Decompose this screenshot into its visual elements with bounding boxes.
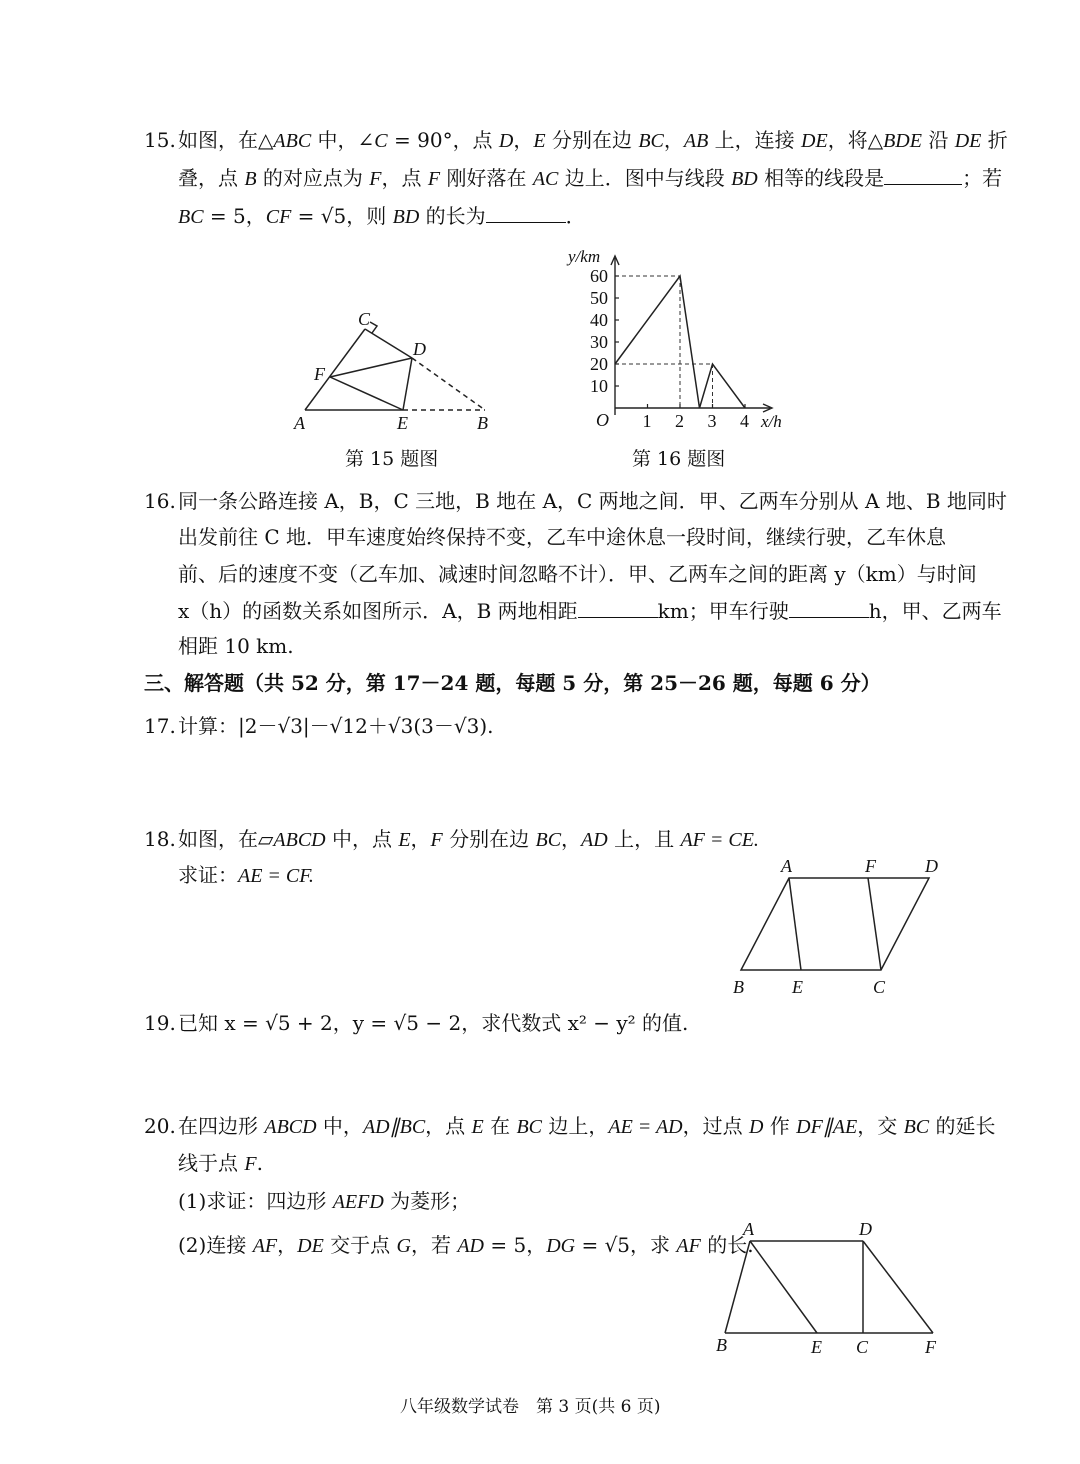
q20-line-1: 在四边形 ABCD 中，AD∥BC，点 E 在 BC 边上，AE = AD，过点 D 作 DF∥AE，交 BC 的延长 [178,1114,996,1138]
q18-label-B: B [733,977,744,997]
q16-line-2: 出发前往 C 地．甲车速度始终保持不变，乙车中途休息一段时间，继续行驶，乙车休息 [178,525,947,549]
q15-answer-blank-1[interactable] [884,164,962,185]
q20-label-D: D [859,1219,872,1239]
q20-line-2: 线于点 F. [178,1151,263,1175]
x-axis-label: x/h [761,412,782,431]
q20-quadrilateral-figure [705,1215,955,1360]
q15-label-E: E [397,413,408,433]
q18-label-F: F [865,856,876,876]
q15-line-2: 叠，点 B 的对应点为 F，点 F 刚好落在 AC 边上．图中与线段 BD 相等的线段是 ；若 [178,166,1003,190]
q18-segment-AE [789,878,801,970]
q15-label-C: C [358,309,371,329]
page-footer: 八年级数学试卷 第 3 页(共 6 页) [400,1397,661,1417]
q16-line-3: 前、后的速度不变（乙车加、减速时间忽略不计）．甲、乙两车之间的距离 y（km）与时间 [178,562,977,586]
q18-label-C: C [873,977,886,997]
q20-segment-DF [863,1241,933,1333]
x-tick-label-3: 3 [707,411,717,431]
q18-line-1: 如图，在▱ABCD 中，点 E，F 分别在边 BC，AD 上，且 AF = CE. [178,827,759,851]
y-tick-label-60: 60 [590,266,608,286]
q20-label-B: B [716,1335,727,1355]
q15-answer-blank-2[interactable] [486,202,566,223]
q20-label-A: A [743,1219,754,1239]
y-tick-label-40: 40 [590,310,608,330]
q16-line-1: 同一条公路连接 A，B，C 三地，B 地在 A，C 两地之间．甲、乙两车分别从 A 地、B 地同时 [178,489,1007,513]
right-angle-mark [370,322,377,333]
q18-segment-FC [868,878,881,970]
q16-distance-time-graph [560,240,800,435]
x-tick-label-1: 1 [642,411,652,431]
q20-part-2: (2)连接 AF，DE 交于点 G，若 AD = 5，DG = √5，求 AF 的长. [178,1233,754,1257]
q16-answer-blank-2[interactable] [789,597,869,618]
origin-label: O [596,410,609,430]
q20-label-F: F [925,1337,936,1357]
q15-segment-CD [365,329,412,358]
q15-label-D: D [413,339,426,359]
q16-answer-blank-1[interactable] [578,597,658,618]
q15-label-B: B [477,413,488,433]
q15-line-3: BC = 5，CF = √5，则 BD 的长为 ． [178,204,586,228]
q20-segment-AE [750,1241,817,1333]
q20-part-1: (1)求证：四边形 AEFD 为菱形； [178,1189,471,1213]
q18-label-D: D [925,856,938,876]
q16-line-4: x（h）的函数关系如图所示．A，B 两地相距 km；甲车行驶 h，甲、乙两车 [178,599,1002,623]
q15-segment-FE [330,377,403,410]
q20-label-C: C [856,1337,869,1357]
q18-line-2: 求证：AE = CF. [178,863,314,887]
x-tick-label-4: 4 [740,411,749,431]
q15-figure-caption: 第 15 题图 [345,448,439,470]
q17-text: 计算：|2－√3|－√12＋√3(3－√3). [178,714,494,738]
q15-line-1: 如图，在△ABC 中，∠C = 90°，点 D，E 分别在边 BC，AB 上，连接 DE，将△BDE 沿 DE 折 [178,128,1008,152]
q15-segment-DB [412,358,485,410]
q15-segment-DE [403,358,412,410]
q18-label-A: A [781,856,792,876]
y-tick-label-10: 10 [590,376,608,396]
q17-number: 17. [144,714,176,738]
q19-number: 19. [144,1011,176,1035]
y-axis-label: y/km [568,247,601,266]
x-tick-label-2: 2 [675,411,684,431]
q20-number: 20. [144,1114,176,1138]
section-3-heading: 三、解答题（共 52 分，第 17－24 题，每题 5 分，第 25－26 题，每题 6 分） [144,671,881,695]
q18-parallelogram-figure [725,850,950,1000]
y-tick-label-20: 20 [590,354,608,374]
q16-figure-caption: 第 16 题图 [632,448,726,470]
y-tick-label-30: 30 [590,332,608,352]
q15-triangle-figure [285,305,505,435]
q18-label-E: E [792,977,803,997]
q20-segment-AB [725,1241,750,1333]
parallelogram-ABCD [741,878,929,970]
q20-label-E: E [811,1337,822,1357]
y-tick-label-50: 50 [590,288,608,308]
q19-text: 已知 x = √5 + 2，y = √5 − 2，求代数式 x² − y² 的值. [178,1011,689,1035]
q16-line-5: 相距 10 km. [178,634,294,658]
q15-label-F: F [314,364,325,384]
q15-label-A: A [294,413,305,433]
q16-number: 16. [144,489,176,513]
q15-number: 15. [144,128,176,152]
q18-number: 18. [144,827,176,851]
